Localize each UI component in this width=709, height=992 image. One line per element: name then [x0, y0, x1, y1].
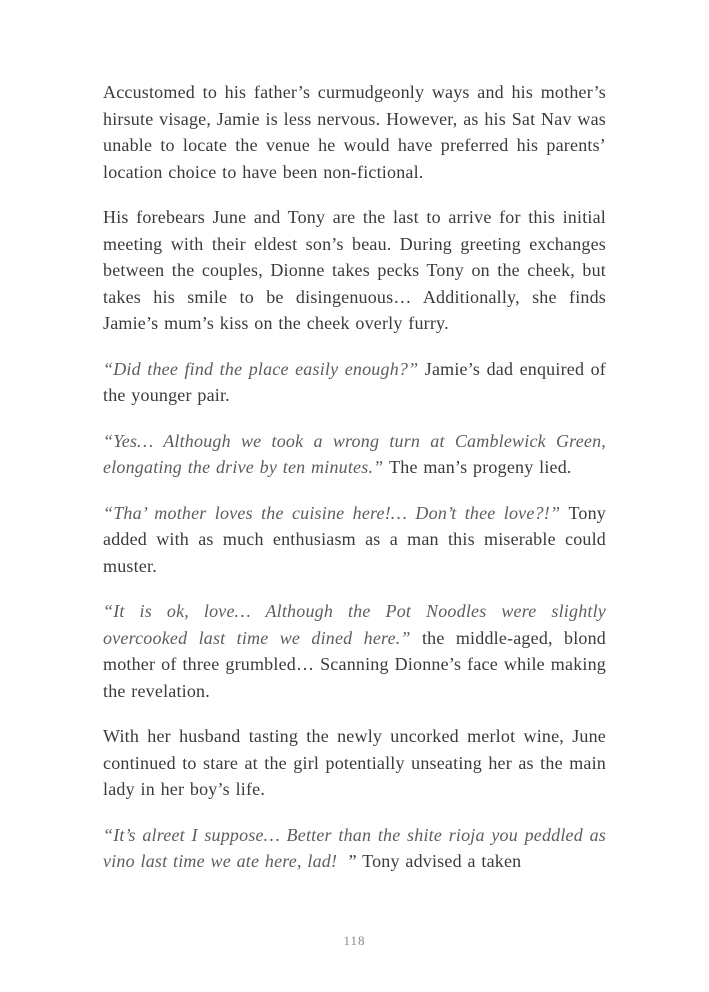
- narration-text: His forebears June and Tony are the last to arrive for this initial meeting with their eldest son’s beau. During greeting exchanges between the couples, Dionne takes pecks Tony on the cheek, but takes his smile to be disingenuous… Additionally, she finds Jamie’s mum’s kiss on the cheek overly furry.: [103, 207, 606, 333]
- paragraph: [103, 822, 606, 875]
- paragraph: [103, 356, 606, 409]
- dialogue-text: “It’s alreet I suppose… Better than the shite rioja you peddled as vino last time we ate here, lad!: [103, 824, 606, 871]
- narration-text: The man’s progeny lied.: [389, 457, 572, 477]
- narration-text: the middle-aged, blond mother of three grumbled… Scanning Dionne’s face while making the revelation.: [103, 627, 607, 701]
- paragraph: [103, 723, 606, 803]
- paragraph: [103, 598, 606, 704]
- dialogue-text: “Tha’ mother loves the cuisine here!… Don’t thee love?!”: [103, 502, 569, 523]
- page-number: 118: [343, 933, 366, 948]
- paragraph: [103, 500, 606, 580]
- paragraph: [103, 428, 606, 481]
- narration-text: ” Tony advised a taken: [342, 851, 522, 871]
- narration-text: With her husband tasting the newly uncorked merlot wine, June continued to stare at the girl potentially unseating her as the main lady in her boy’s life.: [103, 726, 606, 799]
- narration-text: Jamie’s dad enquired of the younger pair.: [103, 358, 606, 405]
- narration-text: Accustomed to his father’s curmudgeonly ways and his mother’s hirsute visage, Jamie is less nervous. However, as his Sat Nav was unable to locate the venue he would have preferred his parents’ location choice to have been non-fictional.: [103, 82, 606, 182]
- dialogue-text: “Yes… Although we took a wrong turn at Camblewick Green, elongating the drive by ten minutes.”: [103, 430, 606, 477]
- page-body: [103, 79, 606, 875]
- dialogue-text: “Did thee find the place easily enough?”: [103, 358, 425, 379]
- dialogue-text: “It is ok, love… Although the Pot Noodles were slightly overcooked last time we dined here.”: [103, 601, 606, 648]
- narration-text: Tony added with as much enthusiasm as a man this miserable could muster.: [103, 502, 606, 576]
- paragraph: [103, 204, 606, 337]
- paragraph: [103, 79, 606, 185]
